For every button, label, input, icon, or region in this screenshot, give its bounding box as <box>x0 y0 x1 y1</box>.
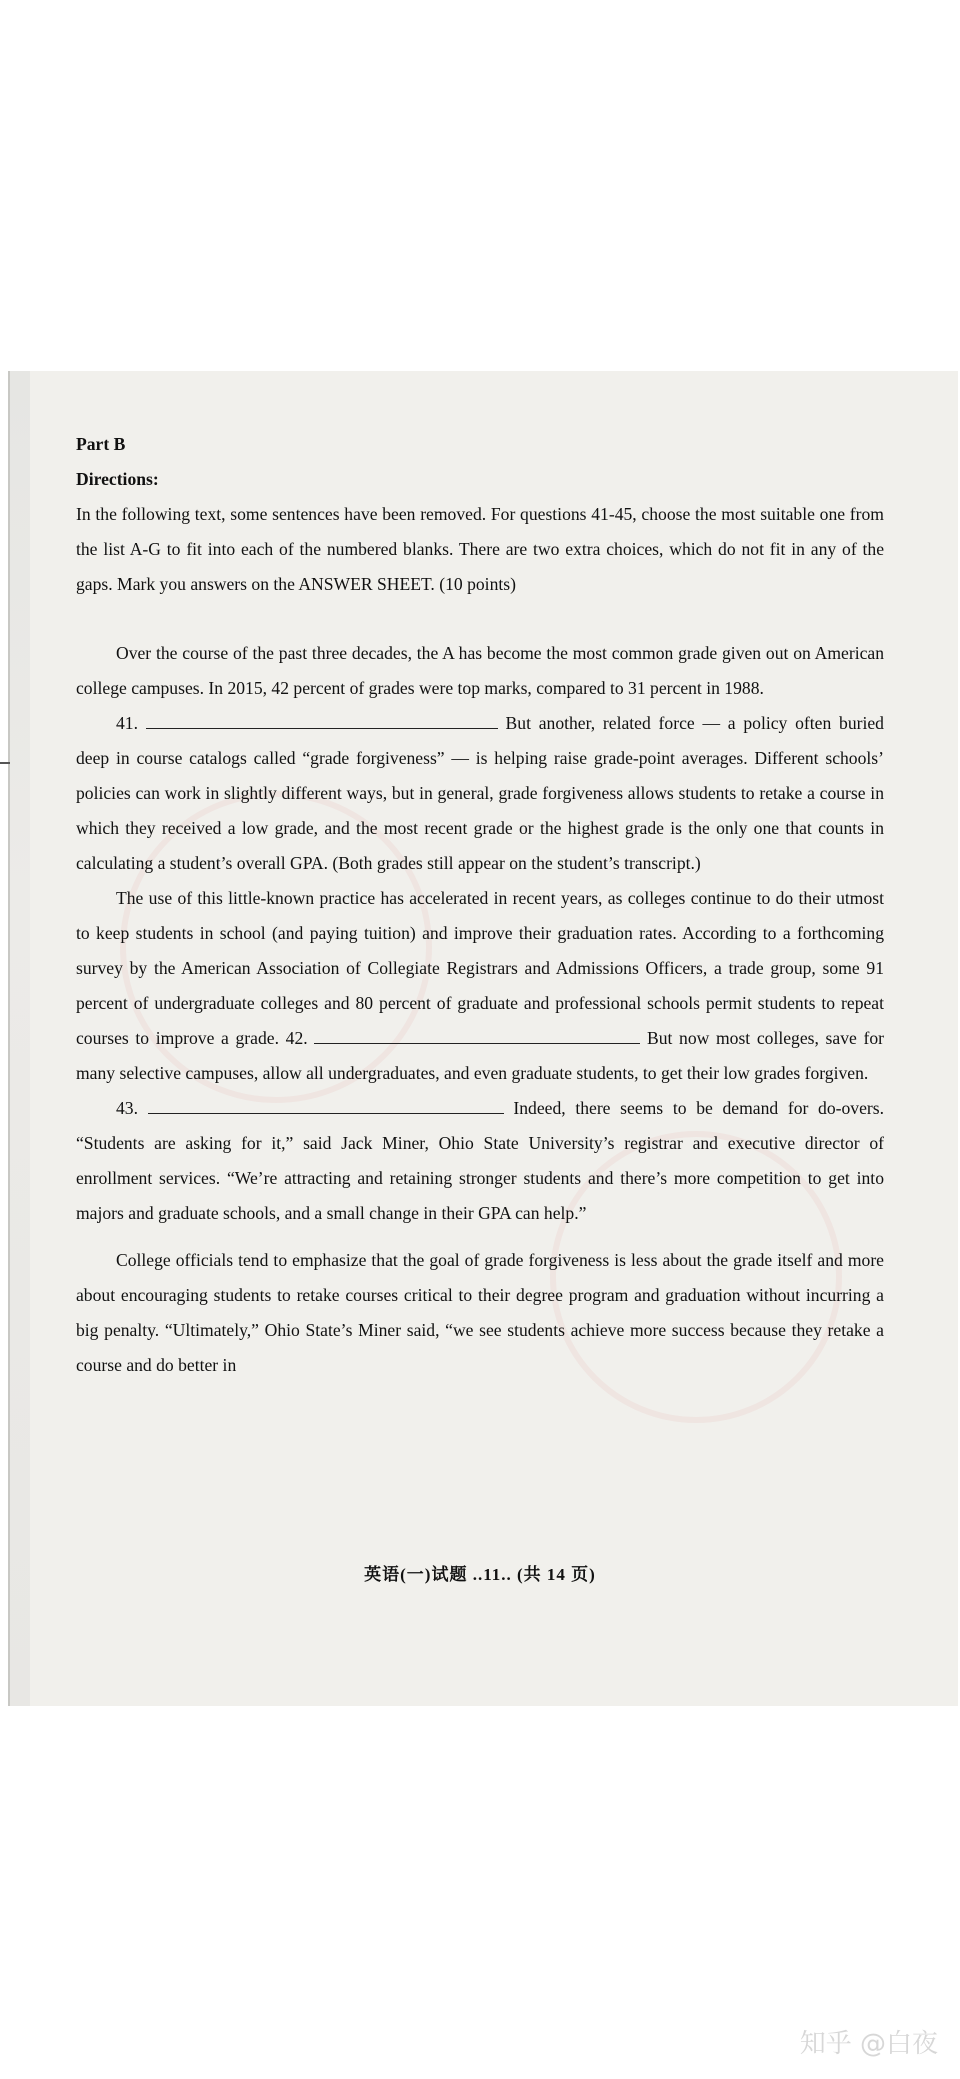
paragraph-2-text: But another, related force — a policy often buried deep in course catalogs called “grade forgiveness” — is helping raise grade-point averages. Different schools’ policies can work in slightly different ways, but in general, grade forgiveness allows students to retake a course in which they received a low grade, and the most recent grade or the highest grade is the only one that counts in calculating a student’s overall GPA. (Both grades still appear on the student’s transcript.) <box>76 713 884 873</box>
exam-text <box>76 427 884 1383</box>
paragraph-3-end: But now most colleges, save for many selective campuses, allow all undergraduates, and even graduate students, to get their low grades forgiven. <box>76 1028 884 1083</box>
edge-mark <box>0 762 10 764</box>
paragraph-3-text: The use of this little-known practice has accelerated in recent years, as colleges continue to do their utmost to keep students in school (and paying tuition) and improve their graduation rates. According to a forthcoming survey by the American Association of Collegiate Registrars and Admissions Officers, a trade group, some 91 percent of undergraduate colleges and 80 percent of graduate and professional schools permit students to repeat courses to improve a grade. <box>76 888 884 1048</box>
paragraph-5: College officials tend to emphasize that the goal of grade forgiveness is less about the grade itself and more about encouraging students to retake courses critical to their degree program and graduation without incurring a big penalty. “Ultimately,” Ohio State’s Miner said, “we see students achieve more success because they retake a course and do better in <box>76 1250 884 1375</box>
paragraph-2 <box>76 706 884 881</box>
zhihu-watermark: 知乎 @白夜 <box>799 2029 938 2059</box>
question-42-blank <box>314 1027 640 1044</box>
part-heading: Part B <box>76 434 126 454</box>
question-43-number: 43. <box>116 1098 138 1118</box>
directions-label: Directions: <box>76 469 159 489</box>
question-41-blank <box>146 712 498 729</box>
paragraph-4-text: Indeed, there seems to be demand for do-overs. “Students are asking for it,” said Jack Miner, Ohio State University’s registrar and executive director of enrollment services. “We’re attracting and retaining stronger students and there’s more competition to get into majors and graduate schools, and a small change in their GPA can help.” <box>76 1098 885 1223</box>
question-41-number: 41. <box>116 713 138 733</box>
paragraph-4 <box>76 1091 884 1231</box>
directions-text: In the following text, some sentences have been removed. For questions 41-45, choose the most suitable one from the list A-G to fit into each of the numbered blanks. There are two extra choices, which do not fit in any of the gaps. Mark you answers on the ANSWER SHEET. (10 points) <box>76 504 884 594</box>
page-footer: 英语(一)试题 ..11.. (共 14 页) <box>364 1565 596 1584</box>
question-43-blank <box>148 1097 504 1114</box>
paragraph-3 <box>76 881 884 1091</box>
question-42-number: 42. <box>285 1028 308 1048</box>
paragraph-1: Over the course of the past three decades, the A has become the most common grade given out on American college campuses. In 2015, 42 percent of grades were top marks, compared to 31 percent in 1988. <box>76 643 884 698</box>
